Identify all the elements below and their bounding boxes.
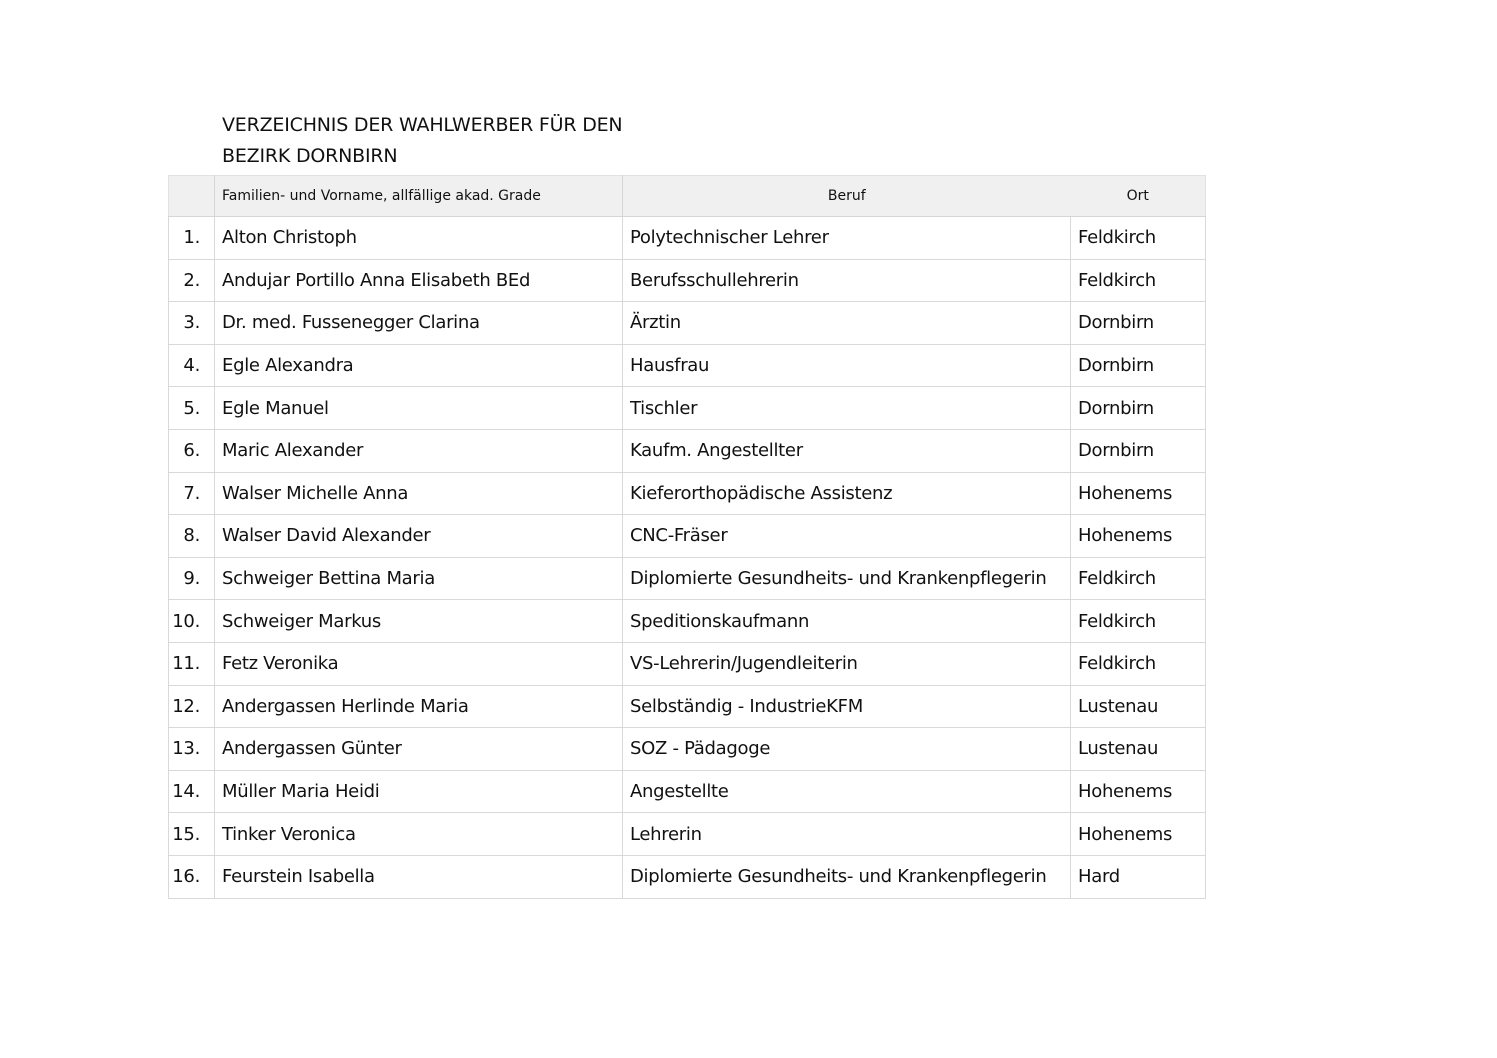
candidate-location: Feldkirch	[1071, 259, 1206, 302]
row-number: 5.	[169, 387, 215, 430]
candidate-name: Dr. med. Fussenegger Clarina	[215, 302, 623, 345]
row-number: 11.	[169, 642, 215, 685]
candidate-location: Lustenau	[1071, 728, 1206, 771]
candidate-location: Dornbirn	[1071, 387, 1206, 430]
candidate-occupation: Ärztin	[623, 302, 1071, 345]
row-number: 2.	[169, 259, 215, 302]
candidate-name: Schweiger Bettina Maria	[215, 557, 623, 600]
candidate-name: Egle Alexandra	[215, 344, 623, 387]
candidate-table	[168, 175, 1206, 899]
table-row	[169, 557, 1206, 600]
header-name: Familien- und Vorname, allfällige akad. Grade	[215, 176, 623, 217]
table-row	[169, 813, 1206, 856]
candidate-name: Tinker Veronica	[215, 813, 623, 856]
document-title	[222, 110, 622, 172]
candidate-location: Feldkirch	[1071, 600, 1206, 643]
candidate-name: Maric Alexander	[215, 429, 623, 472]
candidate-location: Hohenems	[1071, 813, 1206, 856]
table-row	[169, 429, 1206, 472]
header-location: Ort	[1071, 176, 1206, 217]
candidate-occupation: Diplomierte Gesundheits- und Krankenpflegerin	[623, 557, 1071, 600]
candidate-name: Walser David Alexander	[215, 515, 623, 558]
row-number: 9.	[169, 557, 215, 600]
candidate-name: Müller Maria Heidi	[215, 770, 623, 813]
candidate-name: Fetz Veronika	[215, 642, 623, 685]
candidate-occupation: Polytechnischer Lehrer	[623, 217, 1071, 260]
row-number: 15.	[169, 813, 215, 856]
table-row	[169, 259, 1206, 302]
candidate-location: Hard	[1071, 855, 1206, 898]
candidate-occupation: Diplomierte Gesundheits- und Krankenpflegerin	[623, 855, 1071, 898]
candidate-name: Andergassen Günter	[215, 728, 623, 771]
candidate-occupation: Hausfrau	[623, 344, 1071, 387]
candidate-location: Feldkirch	[1071, 217, 1206, 260]
row-number: 1.	[169, 217, 215, 260]
candidate-location: Hohenems	[1071, 770, 1206, 813]
candidate-occupation: VS-Lehrerin/Jugendleiterin	[623, 642, 1071, 685]
candidate-occupation: SOZ - Pädagoge	[623, 728, 1071, 771]
candidate-occupation: Angestellte	[623, 770, 1071, 813]
candidate-name: Schweiger Markus	[215, 600, 623, 643]
row-number: 6.	[169, 429, 215, 472]
table-row	[169, 217, 1206, 260]
candidate-location: Dornbirn	[1071, 429, 1206, 472]
candidate-occupation: Berufsschullehrerin	[623, 259, 1071, 302]
candidate-location: Dornbirn	[1071, 344, 1206, 387]
table-row	[169, 344, 1206, 387]
candidate-location: Feldkirch	[1071, 557, 1206, 600]
candidate-name: Andujar Portillo Anna Elisabeth BEd	[215, 259, 623, 302]
table-row	[169, 472, 1206, 515]
candidate-location: Hohenems	[1071, 515, 1206, 558]
row-number: 14.	[169, 770, 215, 813]
table-row	[169, 387, 1206, 430]
row-number: 13.	[169, 728, 215, 771]
table-row	[169, 642, 1206, 685]
row-number: 10.	[169, 600, 215, 643]
row-number: 7.	[169, 472, 215, 515]
table-row	[169, 302, 1206, 345]
table-row	[169, 515, 1206, 558]
row-number: 8.	[169, 515, 215, 558]
table-row	[169, 685, 1206, 728]
candidate-location: Dornbirn	[1071, 302, 1206, 345]
row-number: 3.	[169, 302, 215, 345]
header-number	[169, 176, 215, 217]
candidate-name: Andergassen Herlinde Maria	[215, 685, 623, 728]
title-line-1: VERZEICHNIS DER WAHLWERBER FÜR DEN	[222, 114, 623, 136]
candidate-occupation: CNC-Fräser	[623, 515, 1071, 558]
row-number: 4.	[169, 344, 215, 387]
candidate-name: Egle Manuel	[215, 387, 623, 430]
candidate-occupation: Kieferorthopädische Assistenz	[623, 472, 1071, 515]
header-occupation: Beruf	[623, 176, 1071, 217]
title-line-2: BEZIRK DORNBIRN	[222, 145, 398, 167]
candidate-occupation: Speditionskaufmann	[623, 600, 1071, 643]
table-header-row	[169, 176, 1206, 217]
candidate-location: Hohenems	[1071, 472, 1206, 515]
candidate-occupation: Kaufm. Angestellter	[623, 429, 1071, 472]
row-number: 16.	[169, 855, 215, 898]
candidate-location: Lustenau	[1071, 685, 1206, 728]
table-row	[169, 728, 1206, 771]
candidate-name: Walser Michelle Anna	[215, 472, 623, 515]
candidate-name: Feurstein Isabella	[215, 855, 623, 898]
table-row	[169, 600, 1206, 643]
candidate-occupation: Selbständig - IndustrieKFM	[623, 685, 1071, 728]
table-row	[169, 855, 1206, 898]
candidate-occupation: Lehrerin	[623, 813, 1071, 856]
candidate-location: Feldkirch	[1071, 642, 1206, 685]
row-number: 12.	[169, 685, 215, 728]
table-row	[169, 770, 1206, 813]
candidate-name: Alton Christoph	[215, 217, 623, 260]
candidate-occupation: Tischler	[623, 387, 1071, 430]
